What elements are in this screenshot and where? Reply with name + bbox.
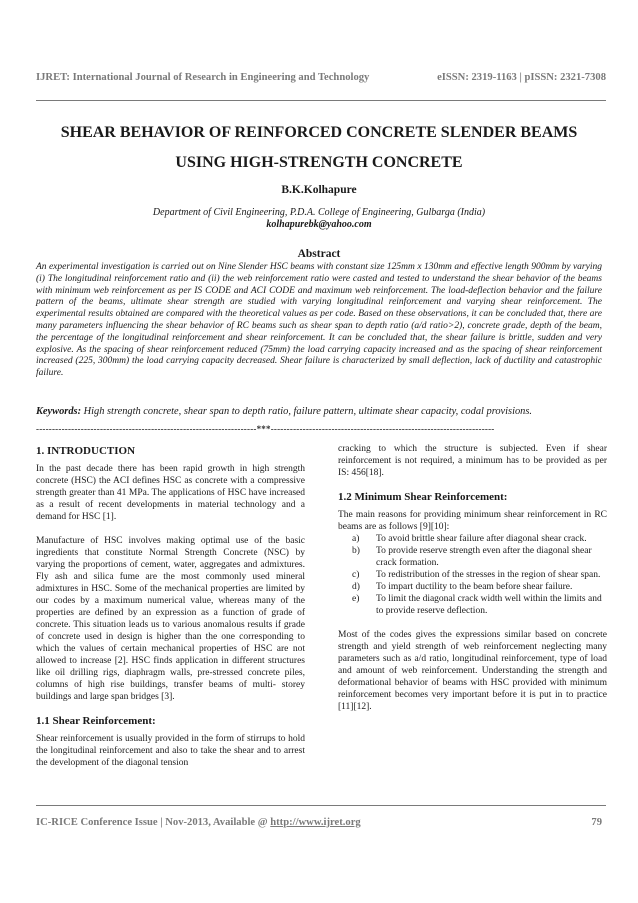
page-number: 79 (591, 817, 602, 828)
list-marker: c) (352, 570, 360, 580)
list-item (352, 545, 607, 569)
title-line-1: SHEAR BEHAVIOR OF REINFORCED CONCRETE SLENDER BEAMS (60, 124, 578, 141)
list-item (352, 533, 607, 545)
list-marker: d) (352, 582, 360, 592)
running-header (36, 72, 606, 83)
section-heading-introduction: 1. INTRODUCTION (36, 445, 136, 457)
list-text: To avoid brittle shear failure after diagonal shear crack. (376, 534, 587, 544)
affiliation: Department of Civil Engineering, P.D.A. College of Engineering, Gulbarga (India) (152, 207, 486, 218)
issn: eISSN: 2319-1163 | pISSN: 2321-7308 (437, 72, 606, 83)
reasons-list (338, 533, 607, 617)
keywords-text: High strength concrete, shear span to depth ratio, failure pattern, ultimate shear capacity, codal provisions. (81, 406, 533, 417)
left-column (36, 443, 305, 781)
section-heading-shear-reinforcement: 1.1 Shear Reinforcement: (36, 715, 156, 727)
journal-link[interactable]: http://www.ijret.org (270, 817, 361, 828)
paper-title (0, 118, 638, 178)
keywords-label: Keywords: (36, 406, 82, 417)
paragraph: Most of the codes gives the expressions similar based on concrete strength and yield strength of web reinforcement neglecting many parameters such as a/d ratio, longitudinal reinforcement, type of load and amount of web reinforcement. Understanding the strength and deformational behavior of beams with HSC provided with minimum reinforcement becomes very important before it is put in to practice [11][12]. (338, 630, 607, 712)
list-text: To redistribution of the stresses in the region of shear span. (376, 570, 601, 580)
keywords (36, 406, 602, 417)
list-item (352, 581, 607, 593)
title-line-2: USING HIGH-STRENGTH CONCRETE (175, 154, 463, 171)
footer-issue: IC-RICE Conference Issue | Nov-2013, Available @ (36, 817, 271, 828)
list-item (352, 593, 607, 617)
footer-rule (36, 805, 606, 806)
journal-name: IJRET: International Journal of Research in Engineering and Technology (36, 72, 370, 83)
right-column (338, 443, 607, 725)
paragraph: Shear reinforcement is usually provided in the form of stirrups to hold the longitudinal reinforcement and also to take the shear and to arrest the development of the diagonal tension (36, 734, 305, 768)
paragraph: The main reasons for providing minimum shear reinforcement in RC beams are as follows [9][10]: (338, 510, 607, 532)
section-separator: ---------------------------------------------------------------------***---------------------------------------------------------------------- (36, 424, 495, 434)
list-marker: a) (352, 534, 360, 544)
list-marker: b) (352, 546, 360, 556)
list-text: To impart ductility to the beam before shear failure. (376, 582, 573, 592)
list-text: To limit the diagonal crack width well within the limits and to provide reserve deflection. (376, 594, 602, 616)
list-text: To provide reserve strength even after the diagonal shear crack formation. (376, 546, 592, 568)
paragraph: Manufacture of HSC involves making optimal use of the basic ingredients that constitute Normal Strength Concrete (NSC) by varying the proportions of cement, water, aggregates and admixtures. Fly ash and silica fume are the most commonly used mineral admixtures in HSC. Some of the mechanical properties are limited by our codes by a maximum numerical value, whereas many of the properties are defined by an expression as a function of grade of concrete. This situation leads us to various anomalous results if grade of concrete used in design is higher than the one corresponding to which the values of certain mechanical properties of HSC are not allowed to increase [2]. HSC finds application in different structures like oil drilling rigs, diaphragm walls, pre-stressed concrete piles, columns of high rise buildings, transfer beams of multi- storey buildings and large span bridges [3]. (36, 536, 305, 702)
header-rule (36, 100, 606, 101)
paragraph: cracking to which the structure is subjected. Even if shear reinforcement is not required, a minimum has to be provided as per IS: 456[18]. (338, 444, 607, 478)
list-marker: e) (352, 594, 360, 604)
section-heading-minimum-shear: 1.2 Minimum Shear Reinforcement: (338, 491, 508, 503)
author: B.K.Kolhapure (281, 184, 357, 196)
paragraph: In the past decade there has been rapid growth in high strength concrete (HSC) the ACI defines HSC as concrete with a compressive strength greater than 41 MPa. The applications of HSC have increased as a result of recent developments in material technology and a demand for HSC [1]. (36, 464, 305, 522)
list-item (352, 569, 607, 581)
affiliation-block (0, 207, 638, 231)
running-footer (36, 817, 602, 828)
abstract-text: An experimental investigation is carried out on Nine Slender HSC beams with constant size 125mm x 130mm and effective length 900mm by varying (i) The longitudinal reinforcement ratio and (ii) the web reinforcement ratio were casted and tested to understand the shear behavior of the beams with minimum web reinforcement as per IS CODE and ACI CODE and maximum web reinforcement. The load-deflection behavior and the failure pattern of the beams, ultimate shear strength are studied with varying longitudinal reinforcement and varying shear reinforcement. The experimental results obtained are compared with the theoretical values as per code. Based on these observations, it can be concluded that, there are many parameters influencing the shear behavior of RC beams such as shear span to depth ratio (a/d ratio>2), concrete grade, depth of the beam, the percentage of the longitudinal reinforcement and shear reinforcement. It can be concluded that, the shear failure is brittle, sudden and very explosive. As the spacing of shear reinforcement reduced (75mm) the load carrying capacity increased and as the spacing of shear reinforcement increased (225, 300mm) the load carrying capacity decreased. Shear failure is characterized by small deflection, lack of ductility and catastrophic failure. (36, 262, 602, 379)
abstract-heading: Abstract (297, 248, 341, 260)
author-email[interactable]: kolhapurebk@yahoo.com (266, 219, 372, 230)
footer-text (36, 817, 361, 828)
